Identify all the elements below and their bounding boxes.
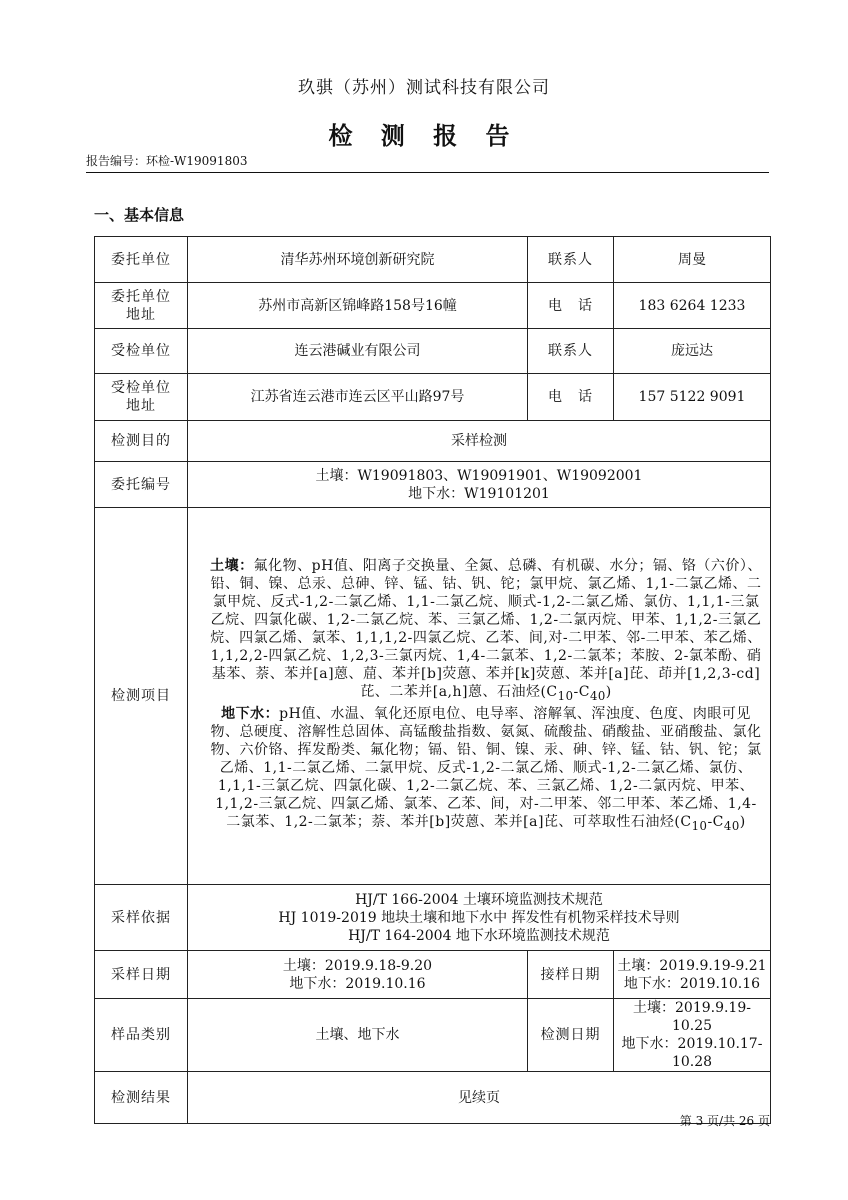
inspected-phone-label: 电 话 [528, 374, 614, 421]
receive-date-value [614, 951, 771, 999]
client-label: 委托单位 [95, 237, 188, 283]
inspected-contact-value: 庞远达 [614, 329, 771, 374]
inspected-contact-label: 联系人 [528, 329, 614, 374]
table-row [95, 462, 771, 508]
test-date-label: 检测日期 [528, 999, 614, 1072]
date-line: 地下水：2019.10.16 [623, 975, 761, 992]
sample-type-value: 土壤、地下水 [188, 999, 528, 1072]
client-address-label [95, 283, 188, 329]
report-title: 检 测 报 告 [328, 121, 520, 150]
table-row [95, 999, 771, 1072]
groundwater-label: 地下水： [221, 706, 280, 722]
commission-line: 地下水：W19101201 [408, 485, 550, 502]
table-row [95, 329, 771, 374]
basis-line: HJ/T 164-2004 地下水环境监测技术规范 [348, 927, 610, 944]
groundwater-items: -C [707, 814, 724, 830]
table-row [95, 283, 771, 329]
purpose-value: 采样检测 [188, 421, 771, 462]
sample-type-label: 样品类别 [95, 999, 188, 1072]
label-line: 受检单位 [111, 380, 171, 396]
soil-label: 土壤： [210, 558, 254, 575]
header-divider [86, 172, 769, 173]
label-line: 委托单位 [111, 288, 171, 305]
result-value: 见续页 [188, 1072, 771, 1124]
table-row [95, 1072, 771, 1124]
subscript: 10 [691, 818, 708, 833]
items-value [188, 508, 771, 885]
commission-value [188, 462, 771, 508]
test-date-value [614, 999, 771, 1072]
commission-line: 土壤：W19091803、W19091901、W19092001 [315, 467, 643, 484]
client-address-value: 苏州市高新区锦峰路158号16幢 [188, 283, 528, 329]
inspected-address-label [95, 374, 188, 421]
table-row [95, 508, 771, 885]
date-line: 地下水：2019.10.16 [289, 975, 426, 992]
subscript: 10 [557, 689, 574, 703]
client-phone-label: 电 话 [528, 283, 614, 329]
client-contact-label: 联系人 [528, 237, 614, 283]
basic-info-table [94, 236, 771, 1124]
soil-items: ) [605, 684, 612, 701]
basis-line: HJ 1019-2019 地块土壤和地下水中 挥发性有机物采样技术导则 [278, 909, 680, 926]
groundwater-items: pH值、水温、氧化还原电位、电导率、溶解氧、浑浊度、色度、肉眼可见物、总硬度、溶解性总固体、高锰酸盐指数、氨氮、硫酸盐、硝酸盐、亚硝酸盐、氯化物、六价铬、挥发酚类、氟化物；镉、铅、铜、镍、汞、砷、锌、锰、钴、钒、铊；氯乙烯、1,1-二氯乙烯、二氯甲烷、反式-1,2-二氯乙烯、顺式-1,2-二氯乙烯、氯仿、1,1,1-三氯乙烷、四氯化碳、1,2-二氯乙烷、苯、三氯乙烯、1,2-二氯丙烷、甲苯、1,1,2-三氯乙烷、四氯乙烯、氯苯、乙苯、间，对-二甲苯、邻二甲苯、苯乙烯、1,4-二氯苯、1,2-二氯苯；萘、苯并[b]荧蒽、苯并[a]芘、可萃取性石油烃(C [210, 706, 762, 830]
client-contact-value: 周曼 [614, 237, 771, 283]
table-row [95, 374, 771, 421]
soil-items: 氟化物、pH值、阳离子交换量、全氮、总磷、有机碳、水分；镉、铬（六价）、铅、铜、镍、总汞、总砷、锌、锰、钴、钒、铊；氯甲烷、氯乙烯、1,1-二氯乙烯、二氯甲烷、反式-1,2-二氯乙烯、1,1-二氯乙烷、顺式-1,2-二氯乙烯、氯仿、1,1,1-三氯乙烷、四氯化碳、1,2-二氯乙烷、苯、三氯乙烯、1,2-二氯丙烷、甲苯、1,1,2-三氯乙烷、四氯乙烯、氯苯、1,1,1,2-四氯乙烷、乙苯、间,对-二甲苯、邻-二甲苯、苯乙烯、1,1,2,2-四氯乙烷、1,2,3-三氯丙烷、1,4-二氯苯、1,2-二氯苯；苯胺、2-氯苯酚、硝基苯、萘、苯并[a]蒽、䓛、苯并[b]荧蒽、苯并[k]荧蒽、苯并[a]芘、茚并[1,2,3-cd]芘、二苯并[a,h]蒽、石油烃(C [210, 558, 762, 701]
table-row [95, 237, 771, 283]
label-line: 地址 [126, 398, 156, 414]
date-line: 土壤：2019.9.19-9.21 [617, 957, 767, 974]
label-line: 地址 [126, 306, 156, 323]
soil-items: -C [573, 684, 590, 701]
sampling-date-value [188, 951, 528, 999]
inspected-value: 连云港碱业有限公司 [188, 329, 528, 374]
date-line: 土壤：2019.9.19-10.25 [633, 1000, 751, 1034]
basis-line: HJ/T 166-2004 土壤环境监测技术规范 [355, 891, 603, 908]
date-line: 土壤：2019.9.18-9.20 [282, 957, 433, 974]
items-label: 检测项目 [95, 508, 188, 885]
table-row [95, 421, 771, 462]
purpose-label: 检测目的 [95, 421, 188, 462]
inspected-phone-value: 157 5122 9091 [614, 374, 771, 421]
client-value: 清华苏州环境创新研究院 [188, 237, 528, 283]
section-title: 一、基本信息 [94, 206, 185, 224]
date-line: 地下水：2019.10.17-10.28 [621, 1036, 763, 1070]
commission-label: 委托编号 [95, 462, 188, 508]
result-label: 检测结果 [95, 1072, 188, 1124]
basis-value [188, 885, 771, 951]
table-row [95, 951, 771, 999]
table-row [95, 885, 771, 951]
company-name: 玖骐（苏州）测试科技有限公司 [298, 78, 550, 98]
subscript: 40 [723, 818, 740, 833]
receive-date-label: 接样日期 [528, 951, 614, 999]
sampling-date-label: 采样日期 [95, 951, 188, 999]
report-number: 报告编号：环检-W19091803 [86, 154, 248, 168]
inspected-address-value: 江苏省连云港市连云区平山路97号 [188, 374, 528, 421]
inspected-label: 受检单位 [95, 329, 188, 374]
groundwater-items: ) [739, 814, 746, 830]
basis-label: 采样依据 [95, 885, 188, 951]
client-phone-value: 183 6264 1233 [614, 283, 771, 329]
subscript: 40 [589, 689, 606, 703]
page-number: 第 3 页/共 26 页 [679, 1114, 770, 1128]
